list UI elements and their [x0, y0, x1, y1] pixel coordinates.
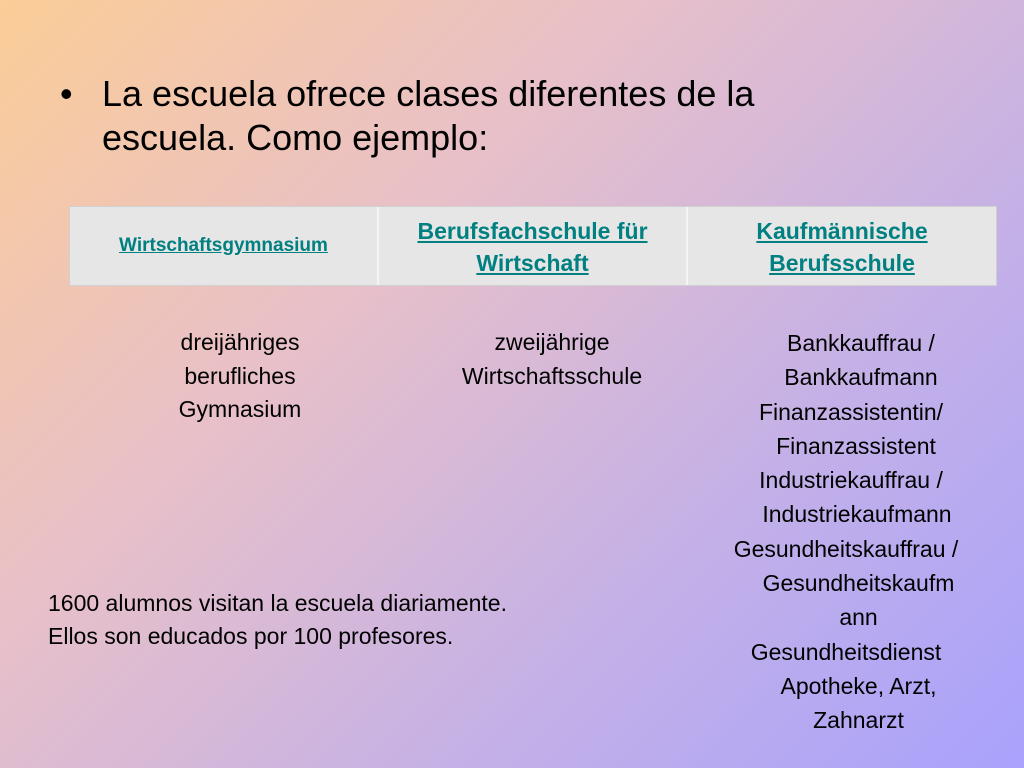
- header-cell-kaufmaennische-berufsschule: [688, 207, 996, 285]
- job-line: Finanzassistent: [776, 432, 936, 459]
- bullet-text: La escuela ofrece clases diferentes de la escuela. Como ejemplo:: [102, 73, 755, 158]
- job-line: Zahnarzt: [813, 707, 904, 734]
- job-line: Gesundheitsdienst: [750, 638, 942, 665]
- job-line: Gesundheitskaufm: [762, 570, 955, 597]
- link-kaufmaennische-berufsschule[interactable]: Kaufmännische Berufsschule: [756, 218, 928, 276]
- bullet-icon: •: [60, 73, 73, 114]
- header-cell-berufsfachschule: [379, 207, 688, 285]
- job-line: Apotheke, Arzt,: [780, 672, 937, 699]
- column-berufsfachschule: [420, 326, 684, 393]
- column-line: berufliches: [184, 362, 296, 389]
- column-line: zweijährige: [494, 329, 610, 355]
- job-line: Industriekaufmann: [762, 501, 952, 528]
- job-line: Bankkauffrau /: [787, 330, 935, 356]
- column-line: Wirtschaftsschule: [461, 362, 643, 389]
- link-wirtschaftsgymnasium[interactable]: Wirtschaftsgymnasium: [119, 235, 328, 256]
- footer-text: [48, 587, 507, 653]
- link-berufsfachschule[interactable]: Berufsfachschule für Wirtschaft: [417, 218, 648, 276]
- school-types-header: [69, 206, 997, 286]
- job-line: Gesundheitskauffrau /: [733, 535, 959, 562]
- column-line: dreijähriges: [180, 329, 300, 355]
- footer-line-students: 1600 alumnos visitan la escuela diariamente.: [48, 590, 507, 616]
- job-line: ann: [839, 604, 878, 631]
- column-line: Gymnasium: [178, 396, 302, 422]
- job-line: Industriekauffrau /: [759, 467, 943, 494]
- job-line: Bankkaufmann: [784, 364, 938, 391]
- bullet-point: [60, 72, 880, 160]
- job-line: Finanzassistentin/: [758, 398, 944, 425]
- column-wirtschaftsgymnasium: [140, 326, 340, 427]
- footer-line-teachers: Ellos son educados por 100 profesores.: [48, 623, 454, 649]
- header-cell-wirtschaftsgymnasium: [70, 207, 379, 285]
- column-kaufmaennische-berufsschule: [696, 326, 996, 738]
